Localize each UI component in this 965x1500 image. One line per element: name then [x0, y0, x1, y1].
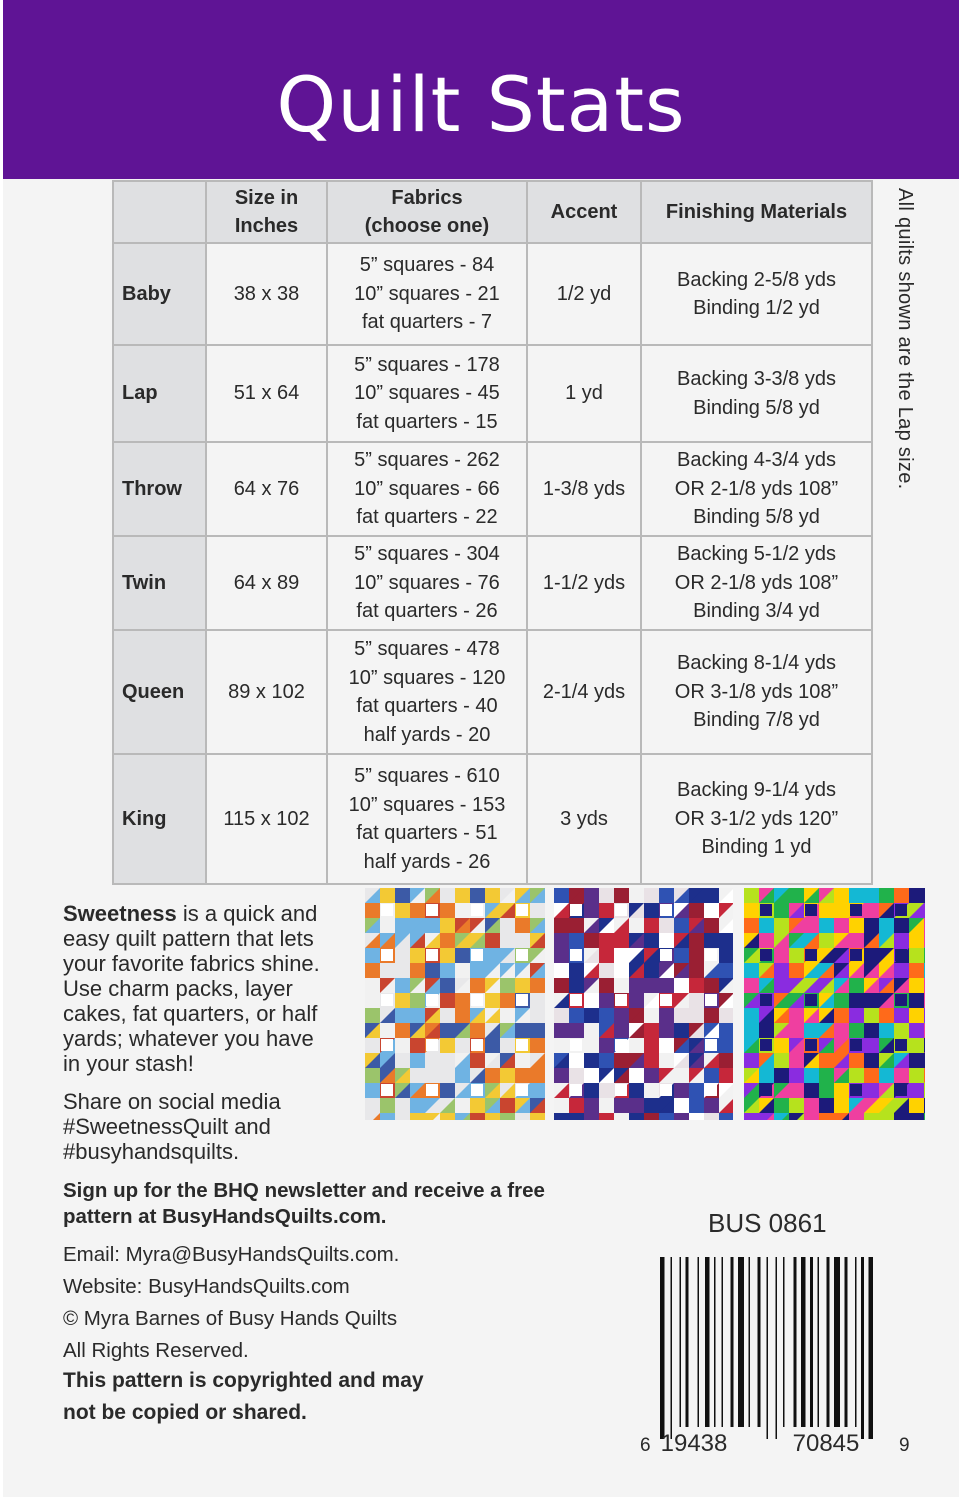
finishing-item: Backing 2-5/8 yds	[677, 268, 836, 291]
description-line: in your stash!	[63, 1051, 194, 1076]
table-header-row	[113, 181, 872, 243]
social-hashtag: #SweetnessQuilt and	[63, 1114, 271, 1139]
header-finishing: Finishing Materials	[641, 181, 872, 243]
description-line: cakes, fat quarters, or half	[63, 1001, 318, 1026]
quilt-photo-red-white-blue-image	[554, 888, 733, 1120]
warning-line: not be copied or shared.	[63, 1401, 307, 1424]
side-note: All quilts shown are the Lap size.	[894, 188, 916, 490]
finishing-item: Backing 5-1/2 yds	[677, 543, 836, 566]
description-text: is a quick and	[176, 901, 318, 926]
quilt-photo-pastel	[365, 888, 545, 1120]
header-accent: Accent	[527, 181, 641, 243]
fabric-option: 10” squares - 153	[348, 793, 506, 816]
contact-email: Email: Myra@BusyHandsQuilts.com.	[63, 1243, 400, 1266]
row-fabrics	[327, 345, 527, 442]
row-accent: 1 yd	[527, 345, 641, 442]
warning-line: This pattern is copyrighted and may	[63, 1369, 424, 1392]
row-dimensions: 115 x 102	[206, 754, 327, 884]
contact-website: Website: BusyHandsQuilts.com	[63, 1275, 350, 1298]
quilt-photo-brights-image	[744, 888, 925, 1120]
row-accent: 3 yds	[527, 754, 641, 884]
finishing-item: Binding 1/2 yd	[693, 297, 820, 319]
barcode-digits-right: 70845	[792, 1430, 860, 1457]
table-row	[113, 754, 872, 884]
row-size-name: Twin	[113, 536, 206, 630]
newsletter-line: pattern at BusyHandsQuilts.com.	[63, 1205, 387, 1228]
finishing-item: Backing 8-1/4 yds	[677, 652, 836, 675]
row-finishing	[641, 754, 872, 884]
social-hashtag: #busyhandsquilts.	[63, 1139, 240, 1164]
row-accent: 2-1/4 yds	[527, 630, 641, 754]
row-fabrics	[327, 754, 527, 884]
barcode	[640, 1257, 918, 1457]
row-accent: 1-3/8 yds	[527, 442, 641, 536]
header-banner	[3, 0, 959, 179]
barcode-digit-last: 9	[899, 1435, 910, 1456]
header-size-in-inches	[206, 181, 327, 243]
row-fabrics	[327, 442, 527, 536]
rights-line: All Rights Reserved.	[63, 1339, 249, 1362]
pattern-name: Sweetness	[63, 901, 177, 926]
row-size-name: Baby	[113, 243, 206, 345]
fabric-option: fat quarters - 40	[356, 695, 498, 717]
row-accent: 1/2 yd	[527, 243, 641, 345]
row-dimensions: 51 x 64	[206, 345, 327, 442]
header-size-name	[113, 181, 206, 243]
fabric-option: 5” squares - 304	[354, 543, 500, 566]
row-finishing	[641, 442, 872, 536]
newsletter-line: Sign up for the BHQ newsletter and receive a free	[63, 1179, 545, 1202]
copyright-warning	[63, 1365, 424, 1429]
finishing-item: Binding 3/4 yd	[693, 600, 820, 623]
row-fabrics	[327, 536, 527, 630]
barcode-bars	[660, 1257, 873, 1439]
row-fabrics	[327, 630, 527, 754]
contact-info	[63, 1239, 399, 1367]
fabric-option: half yards - 26	[363, 850, 491, 873]
fabric-option: half yards - 20	[363, 723, 491, 746]
finishing-item: OR 2-1/8 yds 108”	[674, 571, 839, 594]
description-line	[63, 901, 320, 926]
row-accent: 1-1/2 yds	[527, 536, 641, 630]
row-dimensions: 64 x 89	[206, 536, 327, 630]
finishing-item: Binding 5/8 yd	[693, 396, 820, 419]
fabric-option: fat quarters - 51	[356, 822, 498, 844]
header-line: (choose one)	[364, 215, 490, 237]
description-line: Use charm packs, layer	[63, 976, 293, 1001]
fabric-option: fat quarters - 22	[356, 506, 498, 529]
fabric-option: 10” squares - 120	[348, 666, 506, 689]
row-dimensions: 64 x 76	[206, 442, 327, 536]
social-line: Share on social media	[63, 1089, 281, 1114]
header-line: Fabrics	[391, 187, 463, 209]
quilt-photo-red-white-blue	[554, 888, 733, 1120]
table-row	[113, 630, 872, 754]
finishing-item: OR 3-1/2 yds 120”	[674, 807, 839, 830]
header-line: Inches	[234, 215, 299, 237]
row-finishing	[641, 536, 872, 630]
finishing-item: Binding 5/8 yd	[693, 506, 820, 529]
row-dimensions: 89 x 102	[206, 630, 327, 754]
row-finishing	[641, 345, 872, 442]
row-finishing	[641, 630, 872, 754]
fabric-option: 5” squares - 262	[354, 449, 500, 472]
finishing-item: Backing 9-1/4 yds	[677, 779, 836, 802]
finishing-item: Binding 7/8 yd	[693, 709, 820, 732]
row-dimensions: 38 x 38	[206, 243, 327, 345]
finishing-item: Backing 3-3/8 yds	[677, 368, 836, 390]
pattern-description	[63, 901, 320, 1076]
row-size-name: Queen	[113, 630, 206, 754]
row-size-name: King	[113, 754, 206, 884]
fabric-option: 10” squares - 45	[354, 382, 500, 405]
header-fabrics	[327, 181, 527, 243]
table-row	[113, 345, 872, 442]
description-line: your favorite fabrics shine.	[63, 951, 320, 976]
fabric-option: 10” squares - 66	[354, 477, 500, 500]
fabric-option: 10” squares - 76	[354, 571, 500, 594]
row-fabrics	[327, 243, 527, 345]
finishing-item: OR 3-1/8 yds 108”	[674, 680, 839, 703]
barcode-digit-first: 6	[640, 1435, 651, 1456]
fabric-option: 5” squares - 478	[354, 638, 500, 660]
table-row	[113, 243, 872, 345]
quilt-photo-brights	[744, 888, 925, 1120]
barcode-digits-left: 19438	[660, 1430, 728, 1457]
fabric-option: fat quarters - 26	[356, 600, 498, 623]
quilt-stats-table	[112, 180, 873, 885]
fabric-option: 5” squares - 84	[359, 254, 495, 277]
finishing-item: Backing 4-3/4 yds	[677, 449, 836, 472]
row-size-name: Lap	[113, 345, 206, 442]
fabric-option: fat quarters - 15	[356, 410, 498, 433]
fabric-option: 5” squares - 178	[354, 353, 500, 376]
row-finishing	[641, 243, 872, 345]
copyright-line: © Myra Barnes of Busy Hands Quilts	[63, 1307, 398, 1330]
fabric-option: fat quarters - 7	[361, 311, 493, 334]
fabric-option: 10” squares - 21	[354, 282, 500, 305]
social-media-note	[63, 1089, 281, 1164]
finishing-item: Binding 1 yd	[701, 836, 812, 859]
description-line: easy quilt pattern that lets	[63, 926, 314, 951]
newsletter-signup	[63, 1178, 545, 1230]
finishing-item: OR 2-1/8 yds 108”	[674, 477, 839, 500]
fabric-option: 5” squares - 610	[354, 765, 500, 787]
table-row	[113, 442, 872, 536]
header-line: Size in	[234, 187, 299, 209]
product-code: BUS 0861	[708, 1208, 827, 1238]
row-size-name: Throw	[113, 442, 206, 536]
page-title: Quilt Stats	[276, 60, 686, 149]
quilt-photo-pastel-image	[365, 888, 545, 1120]
table-row	[113, 536, 872, 630]
description-line: yards; whatever you have	[63, 1026, 314, 1051]
